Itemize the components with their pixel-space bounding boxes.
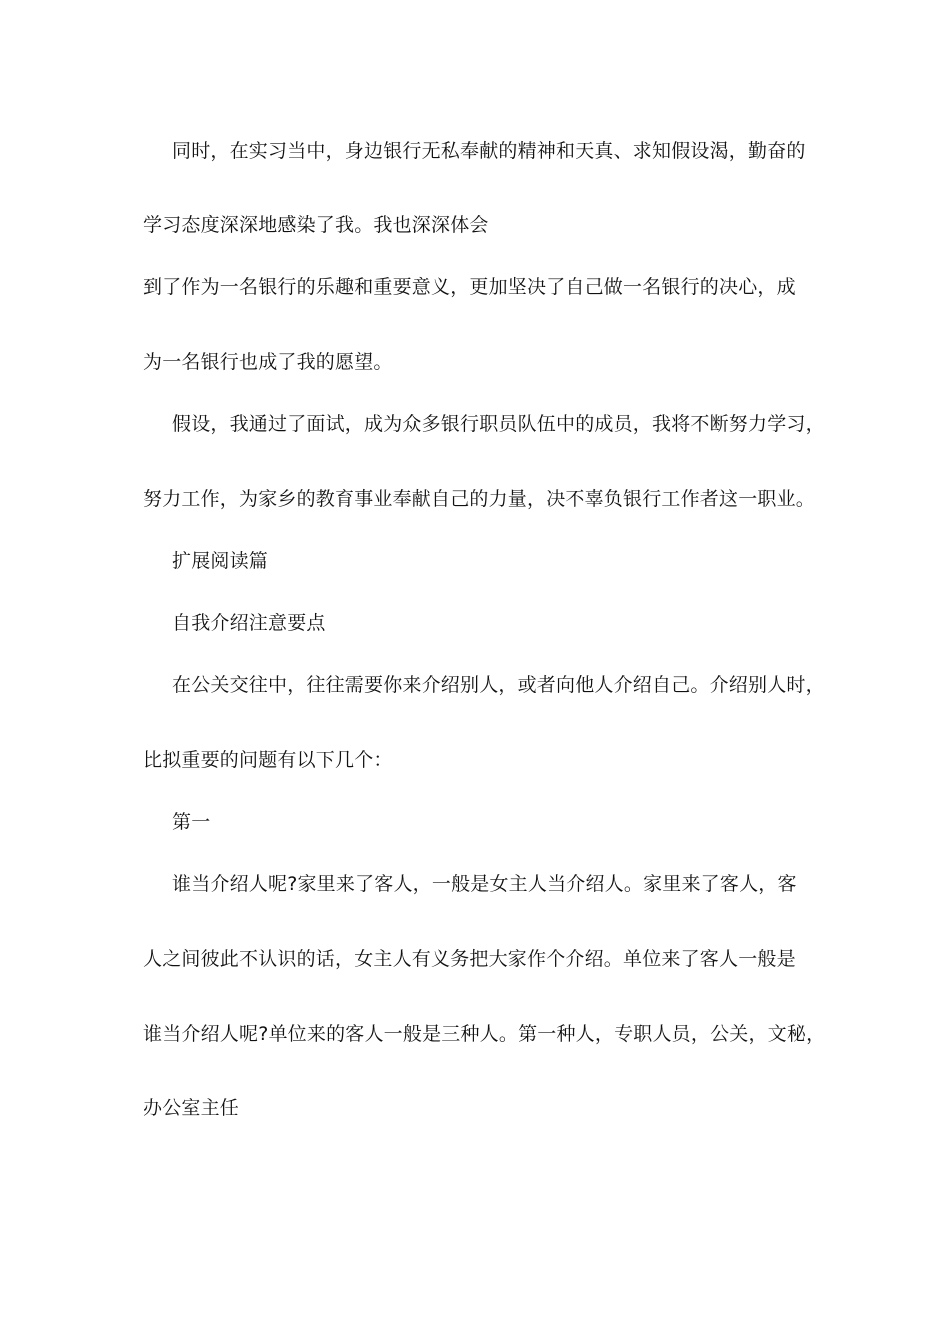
section-heading: 扩展阅读篇 [172, 550, 269, 572]
section-heading: 自我介绍注意要点 [172, 612, 326, 634]
paragraph-line: 人之间彼此不认识的话，女主人有义务把大家作个介绍。单位来了客人一般是 [143, 948, 796, 970]
section-heading: 第一 [172, 811, 211, 833]
paragraph-line: 假设，我通过了面试，成为众多银行职员队伍中的成员，我将不断努力学习， [172, 413, 825, 435]
paragraph-line: 努力工作，为家乡的教育事业奉献自己的力量，决不辜负银行工作者这一职业。 [143, 488, 816, 510]
paragraph-line: 谁当介绍人呢?家里来了客人，一般是女主人当介绍人。家里来了客人，客 [172, 873, 797, 895]
paragraph-line: 为一名银行也成了我的愿望。 [143, 351, 393, 373]
paragraph-line: 比拟重要的问题有以下几个： [143, 749, 393, 771]
paragraph-line: 同时，在实习当中，身边银行无私奉献的精神和天真、求知假设渴，勤奋的 [172, 140, 806, 162]
paragraph-line: 学习态度深深地感染了我。我也深深体会 [143, 214, 489, 236]
paragraph-line: 在公关交往中，往往需要你来介绍别人，或者向他人介绍自己。介绍别人时， [172, 674, 825, 696]
paragraph-line: 到了作为一名银行的乐趣和重要意义，更加坚决了自己做一名银行的决心，成 [143, 276, 796, 298]
paragraph-line: 谁当介绍人呢?单位来的客人一般是三种人。第一种人，专职人员，公关，文秘， [143, 1023, 826, 1045]
paragraph-line: 办公室主任 [143, 1097, 240, 1119]
